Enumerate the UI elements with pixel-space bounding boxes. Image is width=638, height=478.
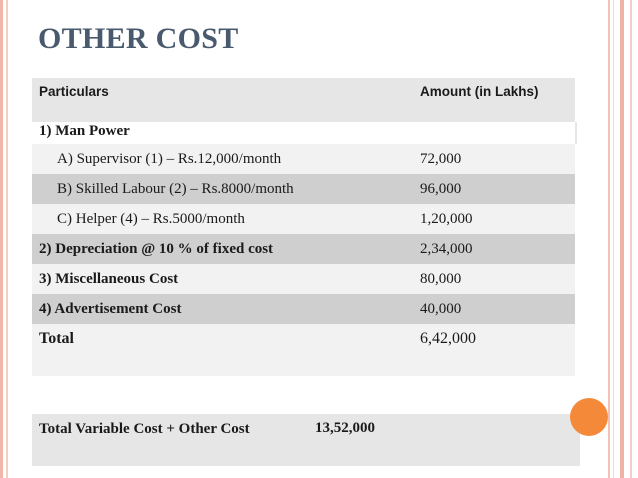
group-row-man-power: [32, 122, 575, 144]
table-row: [32, 204, 575, 234]
summary-value: 13,52,000: [315, 420, 375, 436]
total-row: [32, 324, 575, 376]
table-row: [32, 294, 575, 324]
row-amount: 2,34,000: [420, 240, 473, 257]
row-amount: 40,000: [420, 300, 462, 317]
row-particular: 4) Advertisement Cost: [39, 300, 182, 317]
row-amount: 96,000: [420, 180, 462, 197]
header-particulars: Particulars: [39, 84, 109, 99]
slide-title: OTHER COST: [38, 22, 239, 55]
table-row: [32, 234, 575, 264]
table-row: [32, 144, 575, 174]
row-particular: B) Skilled Labour (2) – Rs.8000/month: [57, 180, 294, 197]
right-stripe-3: [620, 0, 624, 478]
table-row: [32, 174, 575, 204]
summary-label: Total Variable Cost + Other Cost: [39, 421, 250, 437]
right-stripe-1: [608, 0, 610, 478]
table-row: [32, 264, 575, 294]
total-amount: 6,42,000: [420, 330, 476, 347]
summary-box: [32, 414, 580, 466]
row-particular: 3) Miscellaneous Cost: [39, 270, 179, 287]
other-cost-table: [32, 78, 575, 376]
left-stripe-outer: [0, 0, 3, 478]
group-row-edge: [575, 122, 577, 144]
row-amount: 80,000: [420, 270, 462, 287]
accent-circle: [570, 398, 608, 436]
row-particular: C) Helper (4) – Rs.5000/month: [57, 210, 245, 227]
row-particular: A) Supervisor (1) – Rs.12,000/month: [57, 150, 282, 167]
row-amount: 1,20,000: [420, 210, 473, 227]
left-stripe-inner: [6, 0, 8, 478]
header-amount: Amount (in Lakhs): [420, 84, 539, 99]
right-stripe-4: [630, 0, 632, 478]
table-header-row: [32, 78, 575, 122]
total-label: Total: [39, 330, 74, 347]
group-label: 1) Man Power: [39, 123, 130, 139]
right-stripe-2: [613, 0, 614, 478]
row-particular: 2) Depreciation @ 10 % of fixed cost: [39, 240, 274, 257]
row-amount: 72,000: [420, 150, 462, 167]
